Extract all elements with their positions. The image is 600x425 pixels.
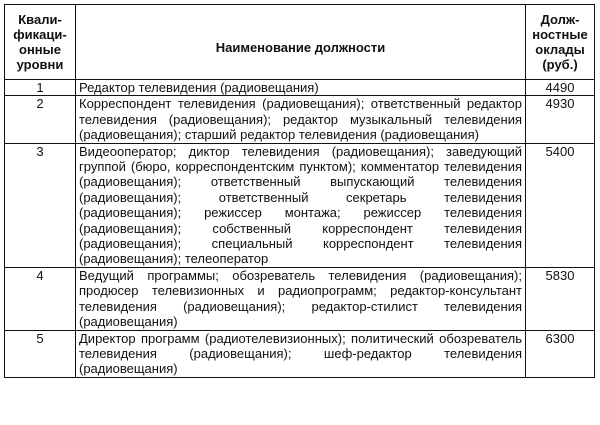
salary-cell: 4490 (526, 80, 595, 96)
header-salary: Долж- ностные оклады (руб.) (526, 5, 595, 80)
salary-cell: 5830 (526, 267, 595, 330)
salary-cell: 4930 (526, 96, 595, 143)
qualification-level-cell: 2 (5, 96, 76, 143)
position-name-cell: Редактор телевидения (радиовещания) (76, 80, 526, 96)
salary-table (4, 4, 595, 378)
table-header-row (5, 5, 595, 80)
header-qualification-level: Квали- фикаци- онные уровни (5, 5, 76, 80)
table-row (5, 330, 595, 377)
header-position-name: Наименование должности (76, 5, 526, 80)
position-name-cell: Директор программ (радиотелевизионных); политический обозреватель телевидения (радиовещания); шеф-редактор телевидения (радиовещания) (76, 330, 526, 377)
table-row (5, 143, 595, 267)
qualification-level-cell: 4 (5, 267, 76, 330)
qualification-level-cell: 5 (5, 330, 76, 377)
position-name-cell: Ведущий программы; обозреватель телевидения (радиовещания); продюсер телевизионных и радиопрограмм; редактор-консультант телевидения (радиовещания); редактор-стилист телевидения (радиовещания) (76, 267, 526, 330)
qualification-level-cell: 3 (5, 143, 76, 267)
qualification-level-cell: 1 (5, 80, 76, 96)
salary-cell: 5400 (526, 143, 595, 267)
table-row (5, 267, 595, 330)
salary-cell: 6300 (526, 330, 595, 377)
position-name-cell: Корреспондент телевидения (радиовещания); ответственный редактор телевидения (радиовещания); редактор музыкальный телевидения (радиовещания); старший редактор телевидения (радиовещания) (76, 96, 526, 143)
table-row (5, 80, 595, 96)
table-row (5, 96, 595, 143)
position-name-cell: Видеооператор; диктор телевидения (радиовещания); заведующий группой (бюро, корреспондентским пунктом); комментатор телевидения (радиовещания); ответственный выпускающий телевидения (радиовещания); ответственный секретарь телевидения (радиовещания); режиссер монтажа; режиссер телевидения (радиовещания); собственный корреспондент телевидения (радиовещания); специальный корреспондент телевидения (радиовещания); телеоператор (76, 143, 526, 267)
